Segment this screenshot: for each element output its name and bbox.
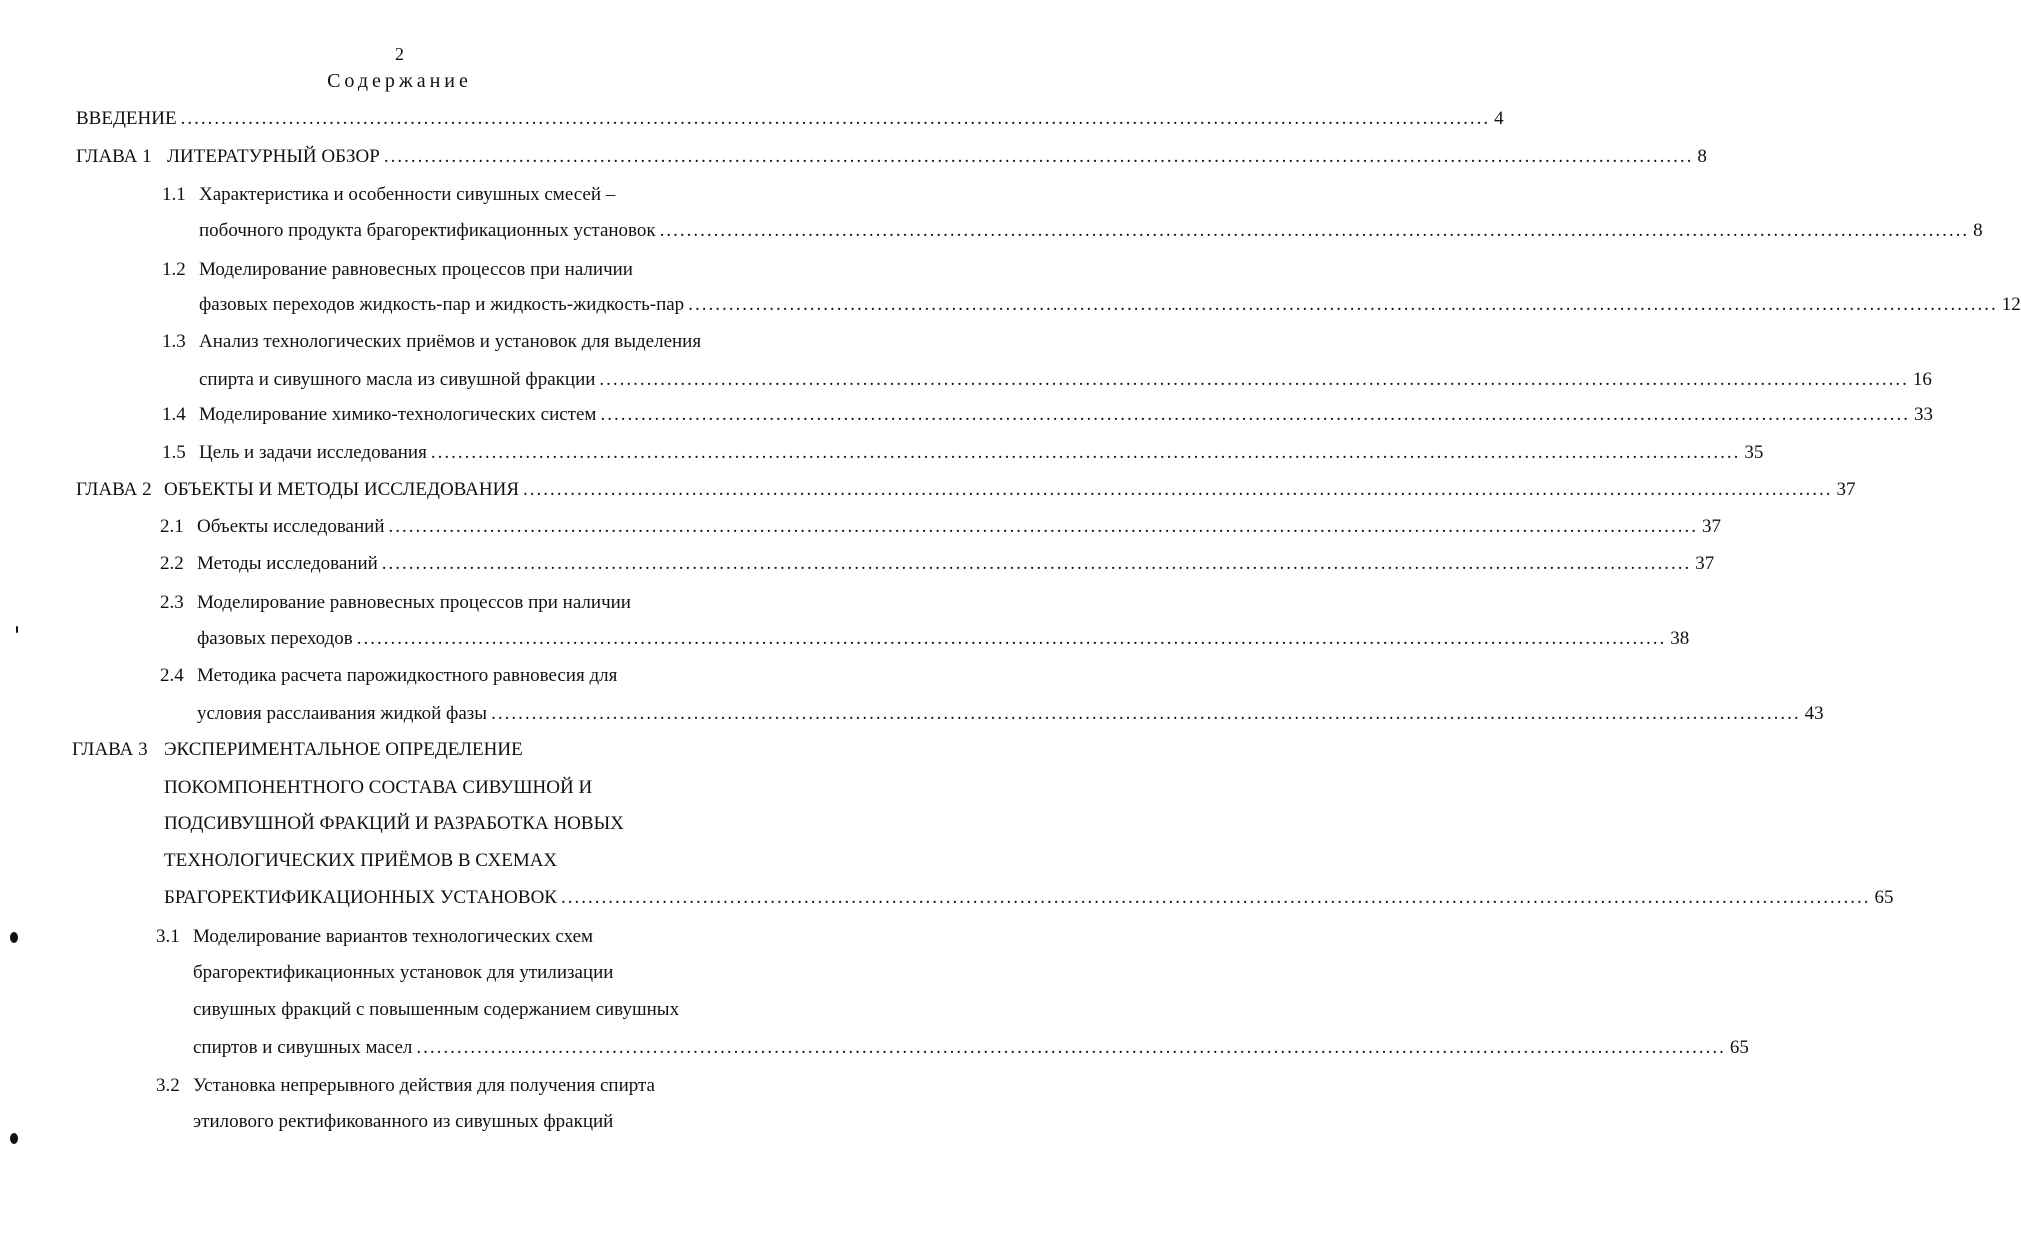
section-3-1-number: 3.1	[156, 926, 180, 947]
toc-entry-section-2-4: условия расслаивания жидкой фазы .................................................................................................................................................................................................. 43	[197, 703, 1824, 724]
toc-entry-section-2-1: Объекты исследований .................................................................................................................................................................................................. 37	[197, 516, 1721, 537]
chapter-3-line3: ПОДСИВУШНОЙ ФРАКЦИЙ И РАЗРАБОТКА НОВЫХ	[164, 813, 624, 834]
section-3-2-line1: Установка непрерывного действия для получения спирта	[193, 1075, 655, 1096]
section-1-2-line1: Моделирование равновесных процессов при наличии	[199, 259, 633, 280]
section-1-1-line1: Характеристика и особенности сивушных смесей –	[199, 184, 616, 205]
section-3-2-line2: этилового ректификованного из сивушных фракций	[193, 1111, 614, 1132]
section-2-1-number: 2.1	[160, 516, 184, 537]
section-1-4-number: 1.4	[162, 404, 186, 425]
chapter-1-number: ГЛАВА 1	[76, 146, 152, 167]
section-3-2-number: 3.2	[156, 1075, 180, 1096]
section-1-2-number: 1.2	[162, 259, 186, 280]
section-2-3-line1: Моделирование равновесных процессов при наличии	[197, 592, 631, 613]
toc-entry-chapter-3: БРАГОРЕКТИФИКАЦИОННЫХ УСТАНОВОК .................................................................................................................................................................................................. 65	[164, 887, 1894, 908]
toc-entry-section-2-2: Методы исследований .................................................................................................................................................................................................. 37	[197, 553, 1715, 574]
scan-mark	[10, 1133, 18, 1144]
section-3-1-line1: Моделирование вариантов технологических схем	[193, 926, 594, 947]
chapter-3-line2: ПОКОМПОНЕНТНОГО СОСТАВА СИВУШНОЙ И	[164, 777, 593, 798]
chapter-3-number: ГЛАВА 3	[72, 739, 148, 760]
section-2-3-number: 2.3	[160, 592, 184, 613]
toc-entry-section-1-2: фазовых переходов жидкость-пар и жидкость-жидкость-пар .................................................................................................................................................................................................. 12	[199, 294, 2021, 315]
toc-entry-section-1-3: спирта и сивушного масла из сивушной фракции .................................................................................................................................................................................................. 16	[199, 369, 1932, 390]
section-1-1-number: 1.1	[162, 184, 186, 205]
section-1-5-number: 1.5	[162, 442, 186, 463]
section-3-1-line2: брагоректификационных установок для утилизации	[193, 962, 614, 983]
toc-entry-section-1-4: Моделирование химико-технологических систем .................................................................................................................................................................................................. 33	[199, 404, 1933, 425]
chapter-3-line1: ЭКСПЕРИМЕНТАЛЬНОЕ ОПРЕДЕЛЕНИЕ	[164, 739, 523, 760]
chapter-2-number: ГЛАВА 2	[76, 479, 152, 500]
toc-entry-section-3-1: спиртов и сивушных масел .................................................................................................................................................................................................. 65	[193, 1037, 1749, 1058]
scan-mark	[10, 932, 18, 943]
section-1-3-number: 1.3	[162, 331, 186, 352]
section-2-2-number: 2.2	[160, 553, 184, 574]
toc-entry-section-1-5: Цель и задачи исследования .................................................................................................................................................................................................. 35	[199, 442, 1764, 463]
chapter-3-line4: ТЕХНОЛОГИЧЕСКИХ ПРИЁМОВ В СХЕМАХ	[164, 850, 558, 871]
section-2-4-line1: Методика расчета парожидкостного равновесия для	[197, 665, 618, 686]
toc-entry-chapter-2: ОБЪЕКТЫ И МЕТОДЫ ИССЛЕДОВАНИЯ .................................................................................................................................................................................................. 37	[164, 479, 1856, 500]
toc-entry-intro: ВВЕДЕНИЕ .................................................................................................................................................................................................. 4	[76, 108, 1504, 129]
page-number: 2	[395, 44, 404, 64]
page-title: Содержание	[327, 70, 472, 92]
toc-entry-section-2-3: фазовых переходов .................................................................................................................................................................................................. 38	[197, 628, 1690, 649]
scan-mark	[16, 626, 18, 633]
section-2-4-number: 2.4	[160, 665, 184, 686]
toc-entry-chapter-1: ЛИТЕРАТУРНЫЙ ОБЗОР .................................................................................................................................................................................................. 8	[167, 146, 1707, 167]
section-3-1-line3: сивушных фракций с повышенным содержанием сивушных	[193, 999, 680, 1020]
toc-entry-section-1-1: побочного продукта брагоректификационных установок .................................................................................................................................................................................................. 8	[199, 220, 1983, 241]
section-1-3-line1: Анализ технологических приёмов и установок для выделения	[199, 331, 702, 352]
